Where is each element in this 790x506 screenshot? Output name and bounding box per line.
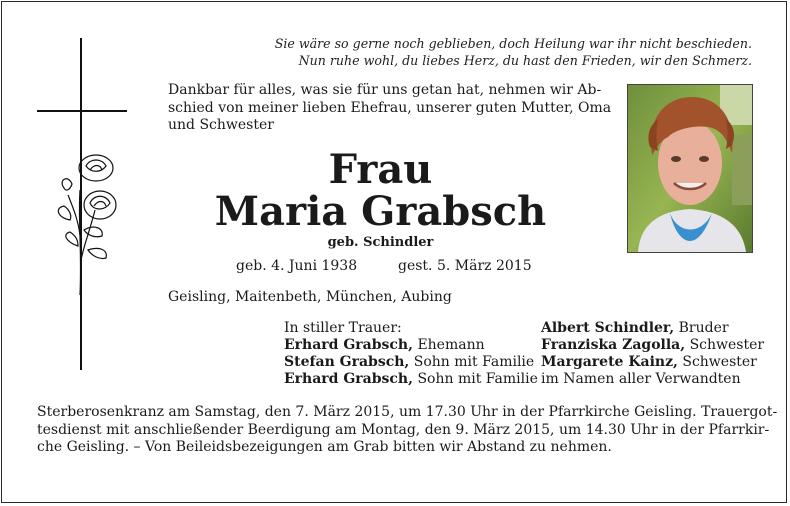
cross-bar <box>37 110 127 112</box>
intro-line-1: Dankbar für alles, was sie für uns getan hat, nehmen wir Ab- <box>168 82 602 98</box>
intro-line-2: schied von meiner lieben Ehefrau, unserer guten Mutter, Oma <box>168 99 612 116</box>
places: Geisling, Maitenbeth, München, Aubing <box>168 289 452 305</box>
notice-line-2: tesdienst mit anschließender Beerdigung am Montag, den 9. März 2015, um 14.30 Uhr in der Pfarrkir- <box>37 421 770 438</box>
mourner-line: In stiller Trauer: <box>284 320 402 336</box>
mourners-left <box>284 320 538 388</box>
mourner-line: Albert Schindler, Bruder <box>541 320 729 336</box>
intro-line-3: und Schwester <box>168 117 274 133</box>
roses-icon <box>50 150 122 300</box>
death-date: gest. 5. März 2015 <box>398 258 532 274</box>
service-notice <box>37 404 778 457</box>
life-dates <box>236 258 532 274</box>
intro-text <box>168 82 612 135</box>
mourner-line: Franziska Zagolla, Schwester <box>541 337 765 353</box>
notice-line-1: Sterberosenkranz am Samstag, den 7. März 2015, um 17.30 Uhr in der Pfarrkirche Geisling. Trauergot- <box>37 404 778 420</box>
mourner-line: Erhard Grabsch, Sohn mit Familie <box>284 371 538 387</box>
maiden-name: geb. Schindler <box>327 235 434 250</box>
mourner-line: im Namen aller Verwandten <box>541 371 741 387</box>
birth-date: geb. 4. Juni 1938 <box>236 258 358 274</box>
poem-line-1: Sie wäre so gerne noch geblieben, doch Heilung war ihr nicht beschieden. <box>274 36 752 51</box>
mourner-line: Erhard Grabsch, Ehemann <box>284 337 485 353</box>
salutation: Frau <box>328 146 433 193</box>
mourners-right <box>541 320 764 388</box>
mourner-line: Stefan Grabsch, Sohn mit Familie <box>284 354 535 370</box>
poem-line-2: Nun ruhe wohl, du liebes Herz, du hast den Frieden, wir den Schmerz. <box>298 53 752 68</box>
deceased-name: Maria Grabsch <box>214 188 547 235</box>
mourner-line: Margarete Kainz, Schwester <box>541 354 757 370</box>
portrait-photo <box>627 84 753 253</box>
poem <box>275 35 752 69</box>
notice-line-3: che Geisling. – Von Beileidsbezeigungen am Grab bitten wir Abstand zu nehmen. <box>37 439 612 455</box>
